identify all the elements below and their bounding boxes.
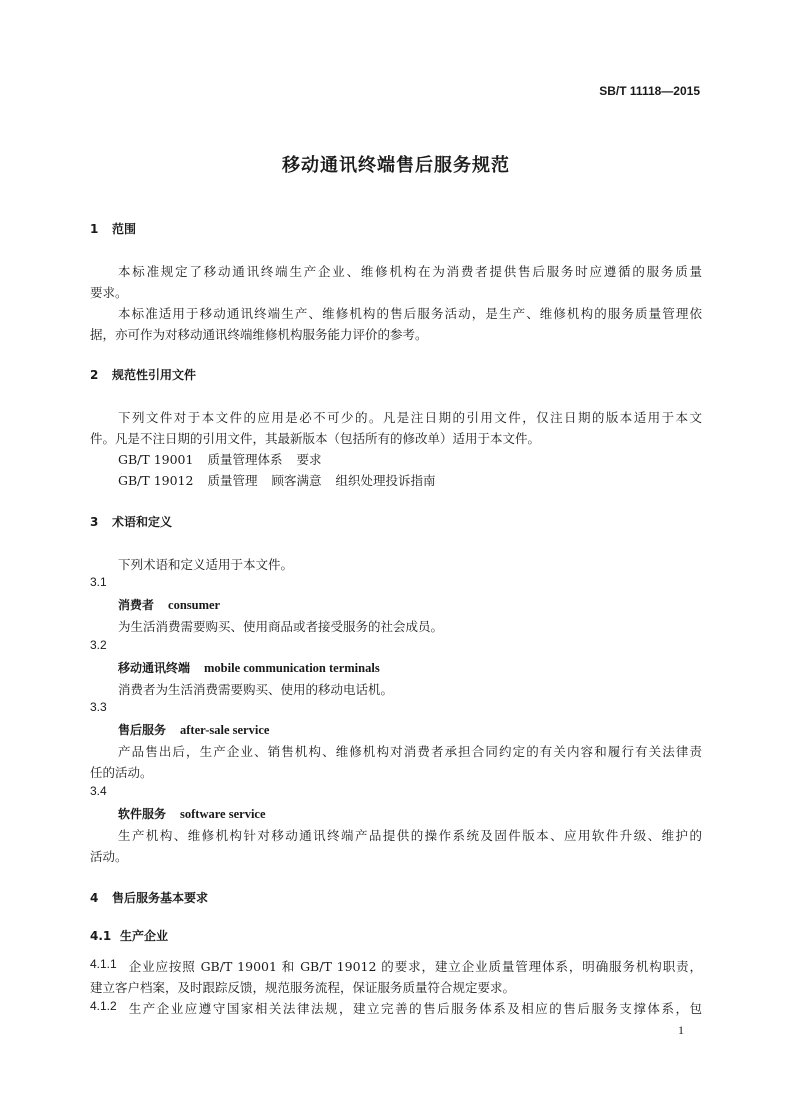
- paragraph-line: 本标准适用于移动通讯终端生产、维修机构的售后服务活动，是生产、维修机构的服务质量管理依: [118, 306, 702, 321]
- term-definition: 消费者为生活消费需要购买、使用的移动电话机。: [118, 682, 394, 697]
- paragraph-line: 据，亦可作为对移动通讯终端维修机构服务能力评价的参考。: [90, 327, 428, 342]
- subsection-title: 生产企业: [120, 929, 169, 943]
- clause-number: 4.1.1: [90, 957, 117, 971]
- term-chinese: 软件服务: [118, 807, 167, 821]
- paragraph-line: 件。凡是不注日期的引用文件，其最新版本（包括所有的修改单）适用于本文件。: [90, 431, 541, 446]
- term-chinese: 消费者: [118, 598, 155, 612]
- term-definition: 产品售出后，生产企业、销售机构、维修机构对消费者承担合同约定的有关内容和履行有关法律责: [118, 744, 702, 759]
- subsection-4-1-heading: [90, 927, 168, 944]
- term-number: 3.2: [90, 638, 107, 652]
- clause-number: 4.1.2: [90, 999, 117, 1013]
- term-chinese: 售后服务: [118, 723, 167, 737]
- term-english: consumer: [168, 598, 221, 612]
- term-number: 3.3: [90, 700, 107, 714]
- clause-text-line: 企业应按照 GB/T 19001 和 GB/T 19012 的要求，建立企业质量管理体系，明确服务机构职责，: [128, 959, 702, 974]
- term-definition: 任的活动。: [90, 765, 153, 780]
- paragraph-line: 要求。: [90, 285, 128, 300]
- section-2-heading: [90, 366, 196, 383]
- term-number: 3.1: [90, 575, 107, 589]
- standard-number: SB/T 11118—2015: [599, 84, 700, 98]
- normative-reference: [118, 450, 336, 468]
- reference-title-part: 要求: [296, 452, 322, 467]
- term-entry: [118, 721, 269, 738]
- section-1-heading: [90, 220, 136, 237]
- section-number: 3: [90, 515, 99, 529]
- clause-4-1-1: [90, 957, 702, 975]
- reference-code: GB/T 19001: [118, 452, 194, 467]
- section-title: 售后服务基本要求: [112, 891, 209, 905]
- normative-reference: [118, 471, 450, 489]
- paragraph-line: 下列文件对于本文件的应用是必不可少的。凡是注日期的引用文件，仅注日期的版本适用于本文: [118, 410, 702, 425]
- section-number: 2: [90, 368, 99, 382]
- section-number: 1: [90, 222, 99, 236]
- page-number: 1: [678, 1023, 684, 1037]
- term-definition: 生产机构、维修机构针对移动通讯终端产品提供的操作系统及固件版本、应用软件升级、维护的: [118, 828, 702, 843]
- clause-text-line: 生产企业应遵守国家相关法律法规，建立完善的售后服务体系及相应的售后服务支撑体系，包: [128, 1001, 702, 1016]
- document-title: 移动通讯终端售后服务规范: [282, 155, 510, 176]
- subsection-number: 4.1: [90, 929, 112, 943]
- clause-4-1-2: [90, 999, 702, 1017]
- section-3-heading: [90, 513, 172, 530]
- term-chinese: 移动通讯终端: [118, 661, 191, 675]
- reference-title-part: 顾客满意: [271, 473, 322, 488]
- section-number: 4: [90, 891, 99, 905]
- section-title: 规范性引用文件: [112, 368, 197, 382]
- term-definition: 为生活消费需要购买、使用商品或者接受服务的社会成员。: [118, 619, 444, 634]
- section-title: 范围: [112, 222, 137, 236]
- paragraph-line: 下列术语和定义适用于本文件。: [118, 557, 294, 572]
- reference-title-part: 质量管理体系: [207, 452, 283, 467]
- reference-title-part: 质量管理: [207, 473, 258, 488]
- clause-text-line: 建立客户档案，及时跟踪反馈，规范服务流程，保证服务质量符合规定要求。: [90, 980, 516, 995]
- term-entry: [118, 805, 266, 822]
- section-title: 术语和定义: [112, 515, 173, 529]
- term-definition: 活动。: [90, 849, 128, 864]
- reference-code: GB/T 19012: [118, 473, 194, 488]
- term-entry: [118, 596, 220, 613]
- term-number: 3.4: [90, 784, 107, 798]
- term-english: mobile communication terminals: [204, 661, 380, 675]
- reference-title-part: 组织处理投诉指南: [335, 473, 436, 488]
- term-english: software service: [180, 807, 266, 821]
- term-entry: [118, 659, 380, 676]
- paragraph-line: 本标准规定了移动通讯终端生产企业、维修机构在为消费者提供售后服务时应遵循的服务质量: [118, 264, 702, 279]
- section-4-heading: [90, 889, 208, 906]
- term-english: after-sale service: [180, 723, 270, 737]
